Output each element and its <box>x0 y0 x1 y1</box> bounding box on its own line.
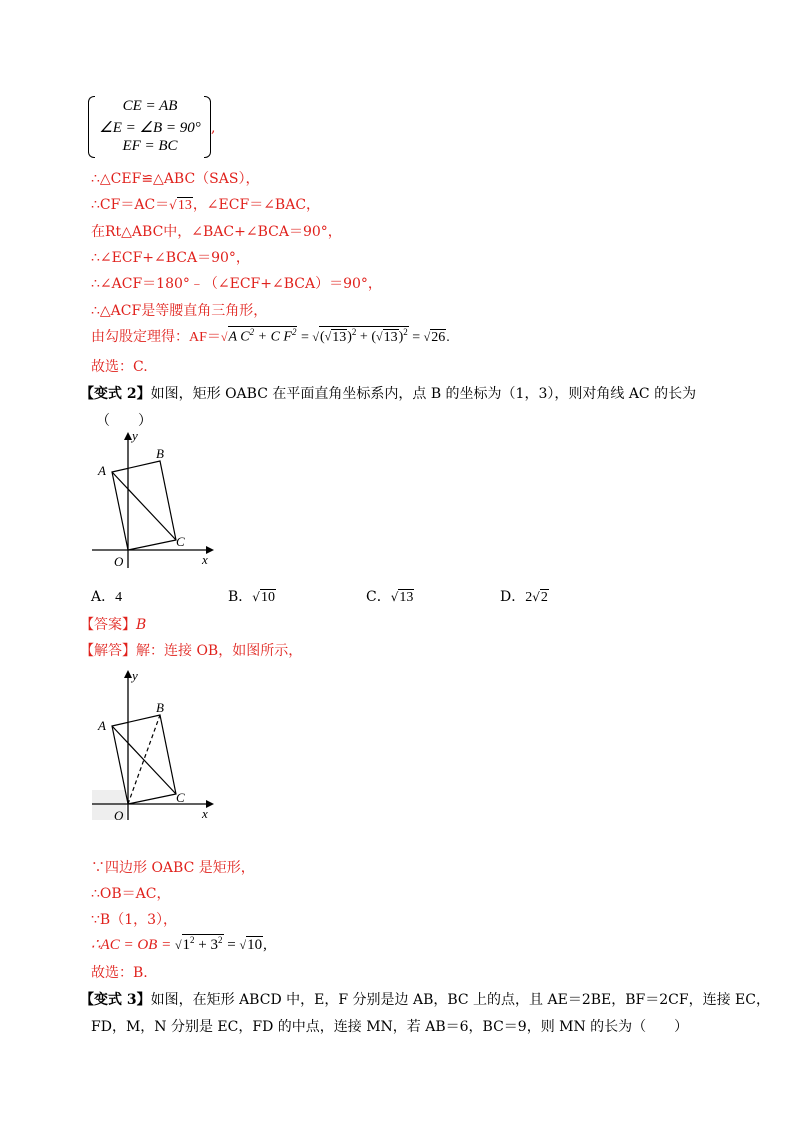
system-trailing-comma: , <box>211 120 216 136</box>
label-x: x <box>202 552 208 567</box>
radical-icon: √ <box>324 330 332 344</box>
radical-icon: √ <box>532 590 540 604</box>
radical-icon: √ <box>252 590 260 604</box>
option-c[interactable]: C．√13 <box>366 589 414 605</box>
coordinate-figure <box>88 428 218 573</box>
radical-icon: √ <box>423 330 431 344</box>
solution-line: 由勾股定理得：AF＝√A $C^2 + C$ $F^2 = √(√13)^2 + (√13)^2 = √26$. <box>91 327 450 345</box>
label-c: C <box>176 790 185 805</box>
coordinate-figure-with-ob <box>88 664 218 824</box>
solution-line: ∵B（1，3）， <box>91 912 178 928</box>
solution-line: 故选：C. <box>91 359 148 375</box>
answer-paren: （ ） <box>96 413 152 429</box>
label-b: B <box>156 446 164 461</box>
label-b: B <box>156 700 164 715</box>
option-a[interactable]: A．4 <box>91 589 123 605</box>
solution-line: ∴△ACF是等腰直角三角形， <box>91 303 268 319</box>
label-o: O <box>114 554 124 569</box>
question-text: 如图，矩形 OABC 在平面直角坐标系内，点 B 的坐标为（1，3），则对角线 AC 的长为 <box>150 386 697 402</box>
question-tag: 【变式 3】 <box>80 992 151 1008</box>
solution-intro: 【解答】解：连接 OB，如图所示， <box>80 643 303 659</box>
label-y: y <box>132 668 138 683</box>
solution-line: ∴∠ECF+∠BCA＝90°， <box>91 250 250 266</box>
equation-row: ∠E = ∠B = 90° <box>99 120 201 136</box>
solution-line: 在Rt△ABC中，∠BAC+∠BCA＝90°， <box>91 224 342 240</box>
answer-line <box>80 614 146 634</box>
question-text: FD，M，N 分别是 EC，FD 的中点，连接 MN，若 AB＝6，BC＝9，则 MN 的长为（ ） <box>91 1019 689 1035</box>
y-axis-arrow <box>124 670 132 678</box>
solution-line: ∴∠ACF＝180°﹣（∠ECF+∠BCA）＝90°， <box>91 276 382 292</box>
right-brace <box>204 96 211 158</box>
solution-line: ∴CF＝AC＝√13，∠ECF＝∠BAC， <box>91 197 321 213</box>
label-x: x <box>202 806 208 821</box>
label-y: y <box>132 428 138 443</box>
solution-line: 故选：B. <box>91 965 148 981</box>
label-o: O <box>114 808 124 823</box>
y-axis-arrow <box>124 432 132 440</box>
label-c: C <box>176 534 185 549</box>
equation-system <box>88 96 218 158</box>
question-text: 如图，在矩形 ABCD 中，E，F 分别是边 AB，BC 上的点，且 AE＝2BE，BF＝2CF，连接 EC， <box>150 992 770 1008</box>
option-b[interactable]: B．√10 <box>228 589 275 605</box>
radical-icon: √ <box>312 330 319 344</box>
equation-row: EF = BC <box>122 138 178 154</box>
answer-value: B <box>136 617 147 633</box>
answer-tag: 【答案】 <box>80 617 136 633</box>
radical-icon: √ <box>375 330 383 344</box>
solution-line: ∴OB＝AC， <box>91 886 171 902</box>
label-a: A <box>98 463 106 478</box>
question-2 <box>80 383 696 403</box>
equation-row: CE = AB <box>122 98 178 114</box>
question-tag: 【变式 2】 <box>80 386 151 402</box>
option-d[interactable]: D．2√2 <box>500 589 548 605</box>
diagonal-ac <box>112 472 176 540</box>
radical-icon: √ <box>390 590 399 604</box>
label-a: A <box>98 718 106 733</box>
diagonal-ac <box>112 726 176 794</box>
radical-icon: √ <box>169 198 177 212</box>
solution-tag: 【解答】 <box>80 643 136 659</box>
solution-line: ∵四边形 OABC 是矩形， <box>91 860 255 876</box>
radical-icon: √ <box>220 330 228 344</box>
radical-icon: √ <box>239 938 247 952</box>
solution-line: ∴AC = OB = $√1^2 + 3^2 = √10$, <box>91 935 267 953</box>
question-3 <box>80 989 770 1009</box>
solution-line: ∴△CEF≌△ABC（SAS）， <box>91 171 260 187</box>
radical-icon: √ <box>174 938 182 952</box>
left-brace <box>88 96 95 158</box>
